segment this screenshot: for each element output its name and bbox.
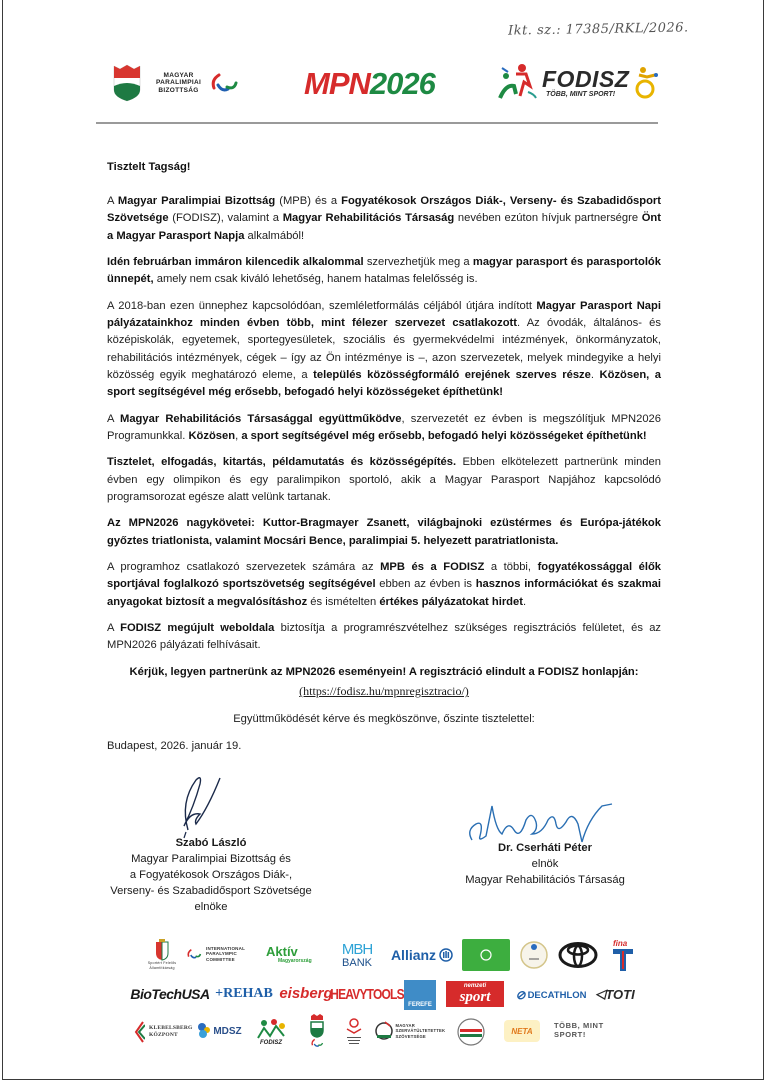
allianz-eagle-icon — [439, 948, 453, 962]
sponsor-biotechusa-logo: BioTechUSA — [130, 986, 210, 1002]
sponsor-szervatultetettek-logo: MAGYAR SZERVÁTÜLTETETTEK SZÖVETSÉGE — [372, 1016, 442, 1046]
paragraph-6: Az MPN2026 nagykövetei: Kuttor-Bragmayer Zsanett, világbajnoki ezüstérmes és Európa-játékok győztes triatlonista, valamint Mocsári Bence, paralimpiai 5. helyezett paratriatlonista. — [107, 517, 661, 547]
paragraph-3: A 2018-ban ezen ünnephez kapcsolódóan, szemléletformálás céljából útjára indított Magyar Parasport Napi pályázatainkhoz minden évben több, mint félezer szervezet csatlakozott. Az óvodák, általános- és középiskolák, egyetemek, sportegyesületek, szociális és gyermekvédelmi intézmények, önkormányzatok, rehabilitációs intézmények, cégek – így az Ön intézménye is –, azon szervezetek, melyek mindegyike a helyi közösség egyik meghatározó eleme, a település közösségformáló erejének szerves része. Közösen, a sport segítségével még erősebb, befogadó helyi közösségeket építhetünk! — [107, 300, 662, 399]
badge-icon — [520, 939, 548, 971]
organ-transplant-icon — [375, 1020, 393, 1042]
sponsor-ferefe-logo: FEREFE — [404, 980, 436, 1010]
registration-number: Ikt. sz.: 17385/RKL/2026. — [507, 20, 689, 39]
signature-szabo-laszlo — [150, 772, 230, 840]
sponsor-eisberg-logo: eisberg — [279, 984, 333, 1002]
mpb-logo — [112, 64, 239, 102]
signatory-1: Szabó László Magyar Paralimpiai Bizottság és a Fogyatékosok Országos Diák-, Verseny- és Szabadidősport Szövetsége elnöke — [110, 837, 312, 913]
sponsor-round-crest-logo — [456, 1014, 486, 1050]
klebelsberg-chevron-icon — [133, 1020, 145, 1044]
mpb-logo-text: MAGYAR PARALIMPIAI BIZOTTSÁG — [156, 71, 202, 94]
agitos-icon — [209, 72, 239, 94]
crown-shield-icon — [309, 1014, 325, 1038]
sponsor-green-logo — [462, 939, 510, 971]
fodisz-logo-text: FODISZ TÖBB, MINT SPORT! — [542, 65, 630, 98]
paragraph-4: A Magyar Rehabilitációs Társasággal együttműködve, szervezetét ez évben is megszólítjuk MPN2026 Programunkkal. Közösen, a sport segítségével még erősebb, befogadó helyi közösségeket építhetünk! — [107, 412, 662, 442]
athletes-figure-icon — [496, 62, 538, 102]
decathlon-swoosh-icon: ⊘ — [515, 988, 526, 1002]
svg-text:fina: fina — [613, 939, 628, 948]
sponsor-fina-logo — [608, 937, 638, 973]
paragraph-1: A Magyar Paralimpiai Bizottság (MPB) és a Fogyatékosok Országos Diák-, Verseny- és Szabadidősport Szövetsége (FODISZ), valamint a Magyar Rehabilitációs Társaság nevében ezúton hívjuk partnerségre Önt a Magyar Parasport Napja alkalmából! — [107, 195, 661, 242]
sponsor-tobb-mint-sport-logo: TÖBB, MINT SPORT! — [554, 1021, 604, 1039]
closing-line: Együttműködését kérve és megköszönve, őszinte tisztelettel: — [233, 713, 535, 726]
call-to-action: Kérjük, legyen partnerünk az MPN2026 eseményein! A regisztráció elindult a FODISZ honlapján: — [129, 666, 639, 678]
sponsor-mbh-bank-logo: MBH BANK — [341, 940, 373, 969]
mdsz-figure-icon — [196, 1022, 212, 1040]
letter-body — [107, 159, 661, 765]
agitos-icon — [186, 948, 202, 960]
sponsor-toti-logo: ◁ TOTI — [595, 986, 635, 1002]
sponsor-heavytools-logo: HEAVYTOOLS — [330, 985, 404, 1003]
coat-of-arms-icon — [155, 939, 169, 961]
sponsor-toyota-logo — [556, 940, 600, 970]
sponsor-decathlon-logo: ⊘ DECATHLON — [515, 988, 587, 1002]
sponsor-rehab-logo: +REHAB — [215, 986, 273, 1001]
sponsor-nemzeti-sport-logo: nemzeti sport — [446, 981, 504, 1007]
sponsor-olympic-badge-logo — [518, 938, 550, 972]
salutation: Tisztelt Tagság! — [107, 161, 191, 173]
fodisz-logo — [496, 62, 659, 102]
sponsor-allianz-logo: Allianz — [386, 944, 458, 966]
paragraph-2: Idén februárban immáron kilencedik alkalommal szervezhetjük meg a magyar parasport és parasportolók ünnepét, amely nem csak kiváló lehetőség, hanem hatalmas felelősség is. — [107, 256, 661, 286]
signatory-2: Dr. Cserháti Péter elnök Magyar Rehabilitációs Társaság — [465, 842, 625, 886]
hungarian-shield-icon — [112, 64, 142, 102]
special-olympics-icon — [343, 1017, 365, 1047]
round-crest-icon — [457, 1016, 485, 1048]
sponsor-ipc-logo: INTERNATIONAL PARALYMPIC COMMITTEE — [184, 942, 248, 966]
place-date: Budapest, 2026. január 19. — [107, 740, 242, 752]
paragraph-5: Tisztelet, elfogadás, kitartás, példamutatás és közösségépítés. Ebben elkötelezett partnerünk minden évben egy olimpikon és egy paralimpikon sportoló, akik a Magyar Parasport Napjához kapcsolódó programsorozat egésze alatt velünk tartanak. — [107, 456, 661, 503]
fina-icon — [611, 938, 635, 972]
fodisz-athletes-icon — [254, 1018, 288, 1040]
mpn2026-logo: MPN2026 — [304, 66, 435, 101]
sponsor-government-logo: Sportért Felelős Államtitkárság — [140, 936, 184, 974]
agitos-icon — [310, 1038, 324, 1048]
sponsor-klebelsberg-logo: KLEBELSBERG KÖZPONT — [130, 1018, 190, 1046]
paragraph-8: A FODISZ megújult weboldala biztosítja a programrészvételhez szükséges regisztrációs felületet, és az MPN2026 pályázati felhívásait. — [107, 622, 662, 652]
clover-icon — [479, 948, 493, 962]
toti-arrow-icon: ◁ — [595, 986, 606, 1001]
sponsor-mpb-small-logo — [302, 1008, 332, 1054]
sponsor-mdsz-logo: MDSZ — [196, 1016, 242, 1046]
registration-link[interactable]: (https://fodisz.hu/mpnregisztracio/) — [299, 684, 469, 699]
letterhead — [108, 62, 660, 108]
toyota-icon — [558, 942, 598, 968]
sponsor-fodisz-small-logo: FODISZ — [250, 1012, 292, 1052]
registration-link-line — [107, 683, 661, 701]
sponsor-neta-logo: NETA — [504, 1020, 540, 1042]
sponsor-special-olympics-logo — [338, 1014, 370, 1050]
wheelchair-athlete-icon — [633, 65, 659, 99]
header-divider — [96, 122, 658, 124]
sponsor-aktiv-logo: Aktív Magyarország — [266, 943, 312, 964]
paragraph-7: A programhoz csatlakozó szervezetek számára az MPB és a FODISZ a többi, fogyatékossággal élők sportjával foglalkozó sportszövetség segítségével ebben az évben is hasznos információkat és szakmai anyagokat biztosít a megvalósításhoz és ismételten értékes pályázatokat hirdet. — [107, 561, 662, 608]
